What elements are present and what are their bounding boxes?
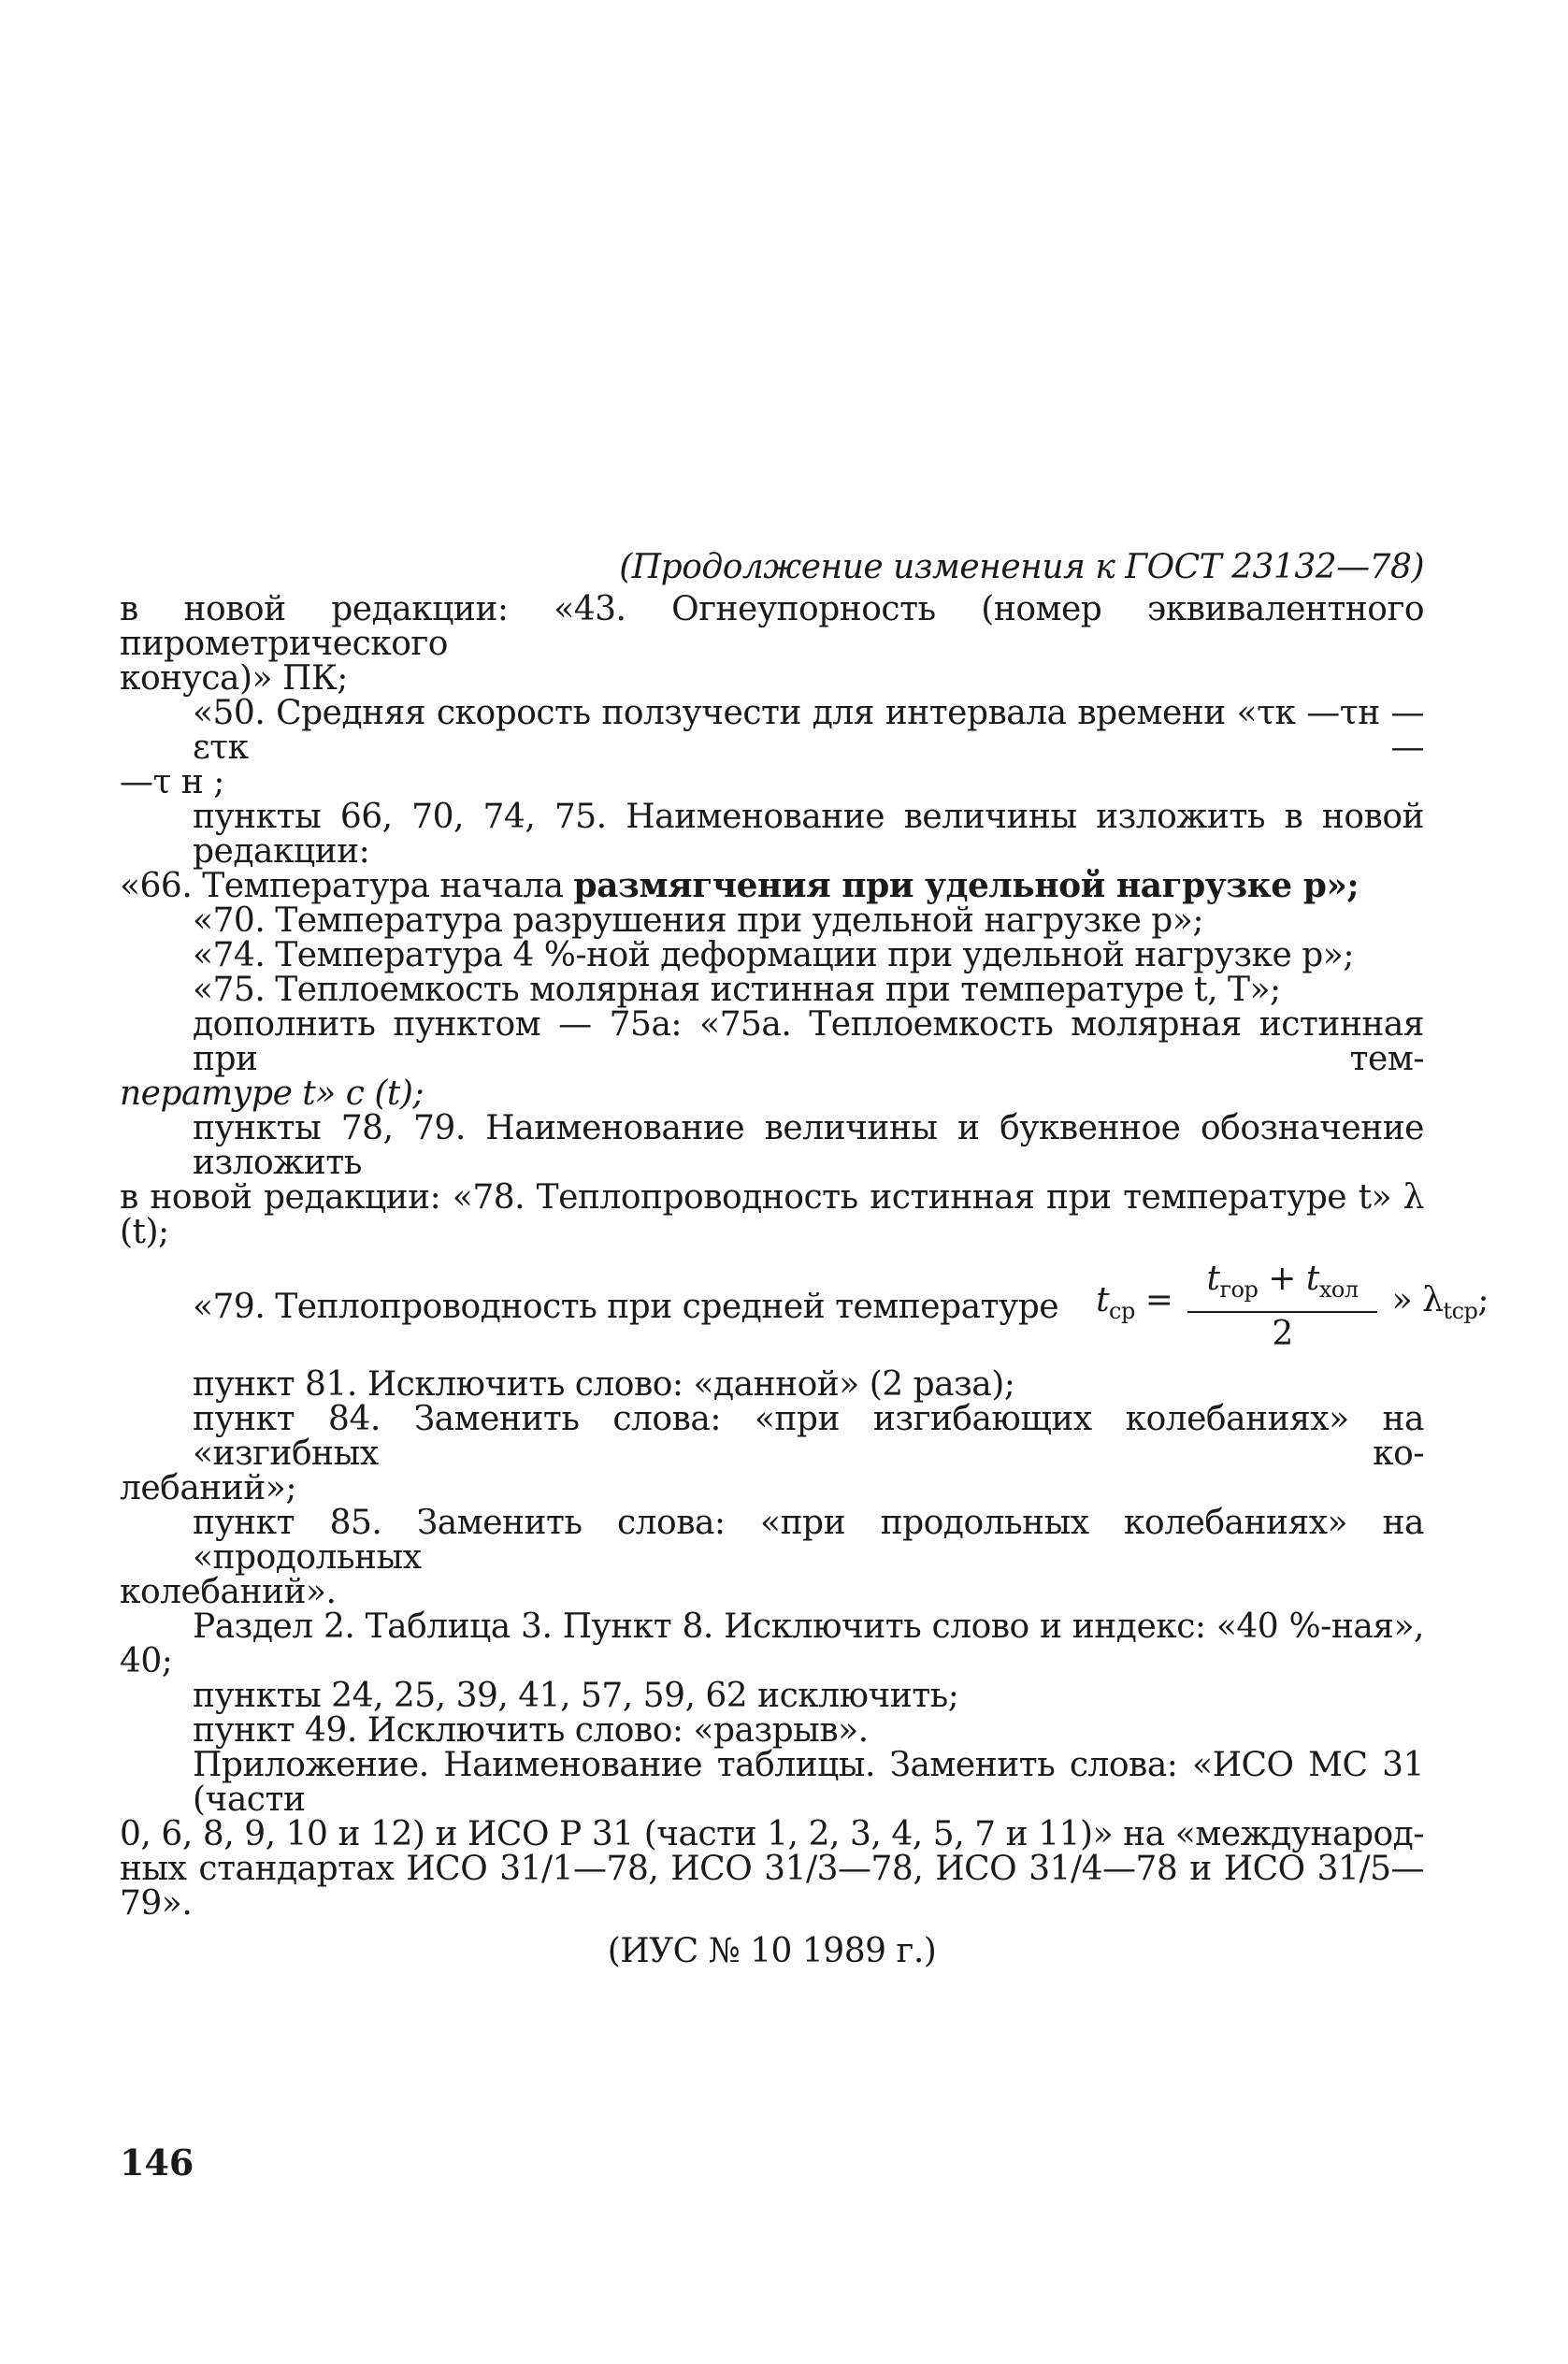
formula-subscript: гор [1219, 1276, 1259, 1304]
fraction-numerator [1187, 1261, 1376, 1313]
formula-quote: » [1391, 1281, 1413, 1320]
text-line: дополнить пунктом — 75а: «75а. Теплоемкость молярная истинная при тем- [193, 1005, 1424, 1078]
text-line: в новой редакции: «43. Огнеупорность (номер эквивалентного пирометрического [120, 590, 1424, 663]
text-line: колебаний». [120, 1573, 337, 1611]
formula-variable: λ [1422, 1281, 1444, 1320]
formula-subscript: хол [1318, 1276, 1359, 1304]
running-header: (Продолжение изменения к ГОСТ 23132—78) [619, 548, 1424, 586]
text-line: пункты 66, 70, 74, 75. Наименование величины изложить в новой редакции: [193, 798, 1424, 871]
text-line: лебаний»; [120, 1469, 296, 1507]
text-segment: «66. Температура начала [120, 867, 574, 905]
formula-subscript: tср [1443, 1298, 1478, 1325]
formula-rhs [1392, 1283, 1489, 1329]
paragraph-item-85 [120, 1506, 1424, 1609]
paragraph-items-66-75 [120, 800, 1424, 903]
fraction-denominator: 2 [1272, 1315, 1293, 1354]
formula-fraction [1187, 1259, 1376, 1354]
paragraph-section-2: Раздел 2. Таблица 3. Пункт 8. Исключить слово и индекс: «40 %-ная», 40; [120, 1607, 1424, 1680]
text-line [120, 866, 1424, 905]
text-line: в новой редакции: «78. Теплопроводность истинная при температуре t» λ (t); [120, 1178, 1424, 1251]
paragraph-item-75: «75. Теплоемкость молярная истинная при температуре t, Т»; [193, 971, 1281, 1009]
paragraph-item-49: пункт 49. Исключить слово: «разрыв». [193, 1711, 869, 1750]
formula-variable: t [1096, 1281, 1110, 1320]
text-line: «50. Средняя скорость ползучести для интервала времени «τк —τн —ετк — [193, 694, 1424, 767]
formula-item-79 [120, 1255, 1489, 1358]
text-line: пературе t» c (t); [120, 1074, 424, 1113]
paragraph-items-78-79 [120, 1111, 1424, 1249]
paragraph-item-81: пункт 81. Исключить слово: «данной» (2 раза); [193, 1365, 1015, 1404]
formula-variable: t [1206, 1259, 1220, 1298]
paragraph-items-excluded: пункты 24, 25, 39, 41, 57, 59, 62 исключить; [193, 1677, 959, 1715]
document-body [120, 548, 1489, 1970]
formula-plus: + [1268, 1259, 1296, 1298]
paragraph-item-74: «74. Температура 4 %-ной деформации при удельной нагрузке р»; [193, 936, 1354, 974]
text-line: пункт 84. Заменить слова: «при изгибающих колебаниях» на «изгибных ко- [193, 1400, 1424, 1473]
text-line: ных стандартах ИСО 31/1—78, ИСО 31/3—78, ИСО 31/4—78 и ИСО 31/5—79». [120, 1850, 1424, 1923]
text-line: Приложение. Наименование таблицы. Заменить слова: «ИСО МС 31 (части [193, 1746, 1424, 1819]
formula-variable: t [1305, 1259, 1319, 1298]
formula-lhs [1096, 1283, 1172, 1329]
page-number: 146 [120, 2141, 194, 2184]
paragraph-item-84 [120, 1402, 1424, 1506]
text-line: 0, 6, 8, 9, 10 и 12) и ИСО Р 31 (части 1, 2, 3, 4, 5, 7 и 11)» на «международ- [120, 1815, 1424, 1853]
bold-text-segment: размягчения при удельной нагрузке р»; [573, 866, 1359, 905]
text-line: —τ н ; [120, 763, 224, 801]
paragraph-item-70: «70. Температура разрушения при удельной нагрузке р»; [193, 901, 1204, 940]
paragraph-item-75a [120, 1007, 1424, 1111]
formula-subscript: ср [1109, 1298, 1135, 1325]
paragraph-item-50 [120, 696, 1424, 800]
formula-equals: = [1144, 1281, 1173, 1320]
formula-text: «79. Теплопроводность при средней температуре [193, 1287, 1059, 1326]
paragraph-item-43 [120, 592, 1424, 696]
source-reference: (ИУС № 10 1989 г.) [607, 1932, 937, 1970]
text-line: конуса)» ПК; [120, 659, 348, 698]
text-line: пункт 85. Заменить слова: «при продольных колебаниях» на «продольных [193, 1504, 1424, 1577]
paragraph-appendix [120, 1748, 1424, 1921]
text-line: пункты 78, 79. Наименование величины и буквенное обозначение изложить [193, 1109, 1424, 1182]
formula-end: ; [1477, 1281, 1489, 1320]
